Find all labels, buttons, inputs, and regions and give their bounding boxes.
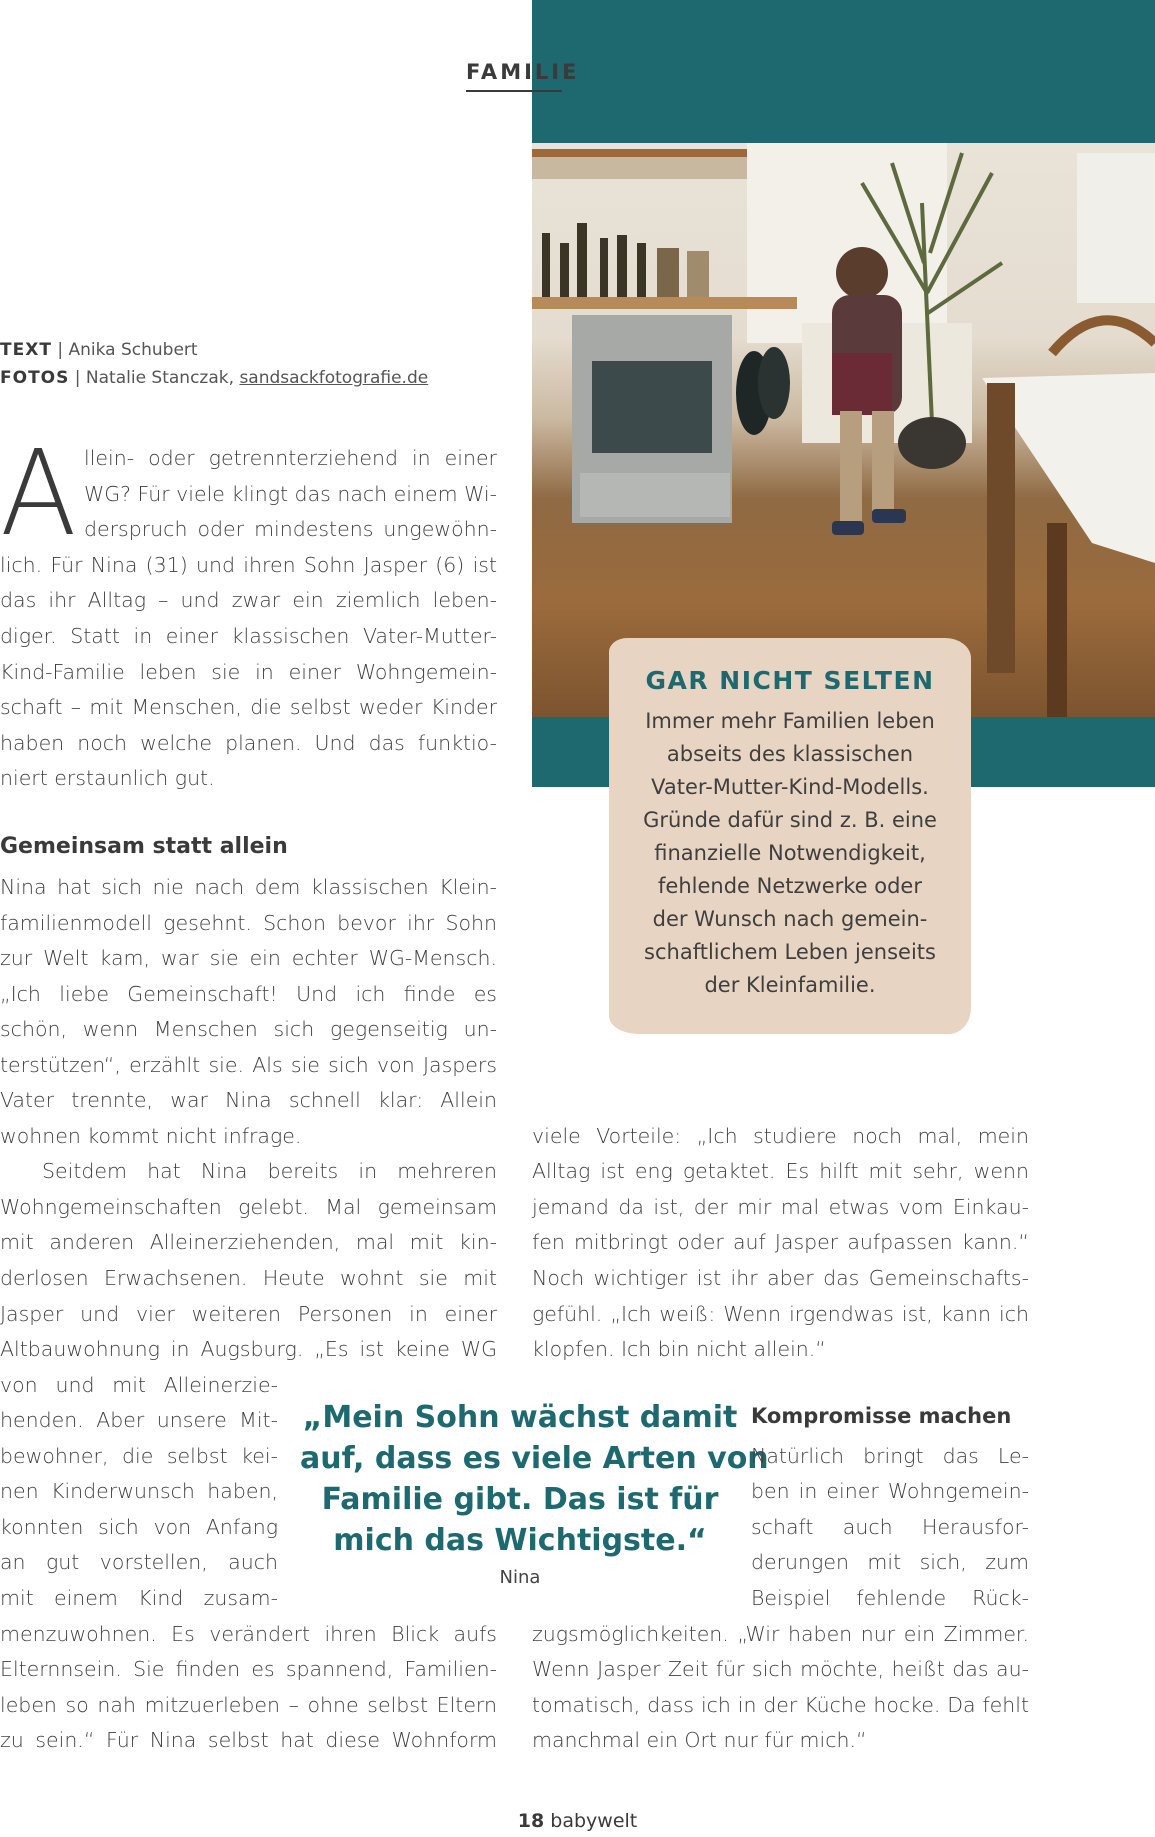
credit-photos-author: Natalie Stanczak,: [85, 368, 235, 388]
body-line: fen mitbringt oder auf Jasper aufpassen kann.“: [532, 1230, 1029, 1254]
body-line-narrow: nen Kinderwunsch haben,: [0, 1479, 278, 1503]
body-line: Vater trennte, war Nina schnell klar: Allein: [0, 1088, 497, 1112]
body-line: leben so nah mitzuerleben – ohne selbst Eltern: [0, 1693, 497, 1717]
section-label: FAMILIE: [466, 60, 580, 84]
body-line: Noch wichtiger ist ihr aber das Gemeinschafts-: [532, 1266, 1029, 1290]
intro-line: lich. Für Nina (31) und ihren Sohn Jasper (6) ist: [0, 553, 497, 577]
info-box-line: fehlende Netzwerke oder: [658, 874, 922, 898]
body-line: zu sein.“ Für Nina selbst hat diese Wohnform: [0, 1728, 497, 1752]
body-line: Altbauwohnung in Augsburg. „Es ist keine WG: [0, 1337, 497, 1361]
credit-photos: [0, 368, 428, 388]
info-box-line: Gründe dafür sind z. B. eine: [643, 808, 937, 832]
kitchen-photo: [532, 143, 1155, 717]
intro-line: schaft – mit Menschen, die selbst weder Kinder: [0, 695, 497, 719]
body-line: Elternnsein. Sie finden es spannend, Familien-: [0, 1657, 497, 1681]
body-line: mit anderen Alleinerziehenden, mal mit kin-: [0, 1230, 497, 1254]
body-line: zur Welt kam, war sie ein echter WG-Mensch.: [0, 946, 497, 970]
teal-band-top: [532, 0, 1155, 143]
kitchen-photo-illustration: [532, 143, 1155, 717]
body-line: klopfen. Ich bin nicht allein.“: [532, 1337, 826, 1361]
body-line-narrow: henden. Aber unsere Mit-: [0, 1408, 278, 1432]
intro-line: diger. Statt in einer klassischen Vater-Mutter-: [0, 624, 497, 648]
page-footer: [0, 1810, 1155, 1832]
info-box-line: abseits des klassischen: [666, 742, 914, 766]
body-line: Wohngemeinschaften gelebt. Mal gemeinsam: [0, 1195, 497, 1219]
section-underline: [466, 90, 562, 92]
body-line-narrow: Beispiel fehlende Rück-: [751, 1586, 1029, 1610]
section-heading-kompromisse: Kompromisse machen: [751, 1404, 1012, 1428]
body-line: wohnen kommt nicht infrage.: [0, 1124, 302, 1148]
body-line: menzuwohnen. Es verändert ihren Blick aufs: [0, 1622, 497, 1646]
info-box-line: der Kleinfamilie.: [704, 973, 876, 997]
credit-photos-link[interactable]: sandsackfotografie.de: [239, 368, 429, 388]
info-box-line: schaftlichem Leben jenseits: [644, 940, 936, 964]
pull-quote-author: Nina: [499, 1567, 541, 1588]
body-line: manchmal ein Ort nur für mich.“: [532, 1728, 867, 1752]
credit-separator: |: [57, 340, 69, 360]
body-line-narrow: Natürlich bringt das Le-: [751, 1444, 1029, 1468]
body-line: zugsmöglichkeiten. „Wir haben nur ein Zimmer.: [532, 1622, 1029, 1646]
info-box-title: GAR NICHT SELTEN: [645, 666, 935, 695]
body-line: derlosen Erwachsenen. Heute wohnt sie mit: [0, 1266, 497, 1290]
magazine-name: babywelt: [550, 1810, 638, 1832]
credit-photos-label: FOTOS: [0, 368, 70, 388]
intro-line: llein- oder getrennterziehend in einer: [84, 446, 497, 470]
credit-separator: |: [74, 368, 86, 388]
body-line-narrow: mit einem Kind zusam-: [0, 1586, 278, 1610]
info-box-line: Vater-Mutter-Kind-Modells.: [651, 775, 929, 799]
body-line: gefühl. „Ich weiß: Wenn irgendwas ist, kann ich: [532, 1302, 1029, 1326]
body-line-narrow: an gut vorstellen, auch: [0, 1550, 278, 1574]
body-line-narrow: konnten sich von Anfang: [0, 1515, 278, 1539]
body-line-narrow: derungen mit sich, zum: [751, 1550, 1029, 1574]
intro-line: Kind-Familie leben sie in einer Wohngemein-: [0, 660, 497, 684]
drop-cap: A: [0, 424, 77, 562]
body-line: schön, wenn Menschen sich gegenseitig un-: [0, 1017, 497, 1041]
intro-line: derspruch oder mindestens ungewöhn-: [84, 517, 497, 541]
pull-quote-line: auf, dass es viele Arten von: [300, 1441, 769, 1476]
pull-quote-line: mich das Wichtigste.“: [333, 1523, 707, 1558]
body-line: tomatisch, dass ich in der Küche hocke. Da fehlt: [532, 1693, 1029, 1717]
intro-line: niert erstaunlich gut.: [0, 766, 215, 790]
body-line: Nina hat sich nie nach dem klassischen Klein-: [0, 875, 497, 899]
body-line: Alltag ist eng getaktet. Es hilft mit sehr, wenn: [532, 1159, 1029, 1183]
body-line-narrow: schaft auch Herausfor-: [751, 1515, 1029, 1539]
pull-quote-line: Familie gibt. Das ist für: [321, 1482, 719, 1517]
body-line: Seitdem hat Nina bereits in mehreren: [42, 1159, 497, 1183]
credit-text: [0, 340, 198, 360]
section-heading-gemeinsam: Gemeinsam statt allein: [0, 834, 288, 859]
body-line: familienmodell gesehnt. Schon bevor ihr Sohn: [0, 911, 497, 935]
body-line: viele Vorteile: „Ich studiere noch mal, mein: [532, 1124, 1029, 1148]
intro-line: haben noch welche planen. Und das funktio-: [0, 731, 497, 755]
body-line: Wenn Jasper Zeit für sich möchte, heißt das au-: [532, 1657, 1029, 1681]
info-box-line: der Wunsch nach gemein-: [652, 907, 928, 931]
body-line: „Ich liebe Gemeinschaft! Und ich finde es: [0, 982, 497, 1006]
page-number: 18: [517, 1810, 545, 1832]
body-line-narrow: bewohner, die selbst kei-: [0, 1444, 278, 1468]
body-line-narrow: ben in einer Wohngemein-: [751, 1479, 1029, 1503]
body-line: jemand da ist, der mir mal etwas vom Einkau-: [532, 1195, 1029, 1219]
info-box-line: Immer mehr Familien leben: [645, 709, 935, 733]
credit-text-author: Anika Schubert: [68, 340, 198, 360]
body-line-narrow: von und mit Alleinerzie-: [0, 1373, 278, 1397]
credit-text-label: TEXT: [0, 340, 52, 360]
pull-quote-line: „Mein Sohn wächst damit: [302, 1400, 738, 1435]
body-line: terstützen“, erzählt sie. Als sie sich von Jaspers: [0, 1053, 497, 1077]
intro-line: WG? Für viele klingt das nach einem Wi-: [84, 482, 497, 506]
info-box-line: finanzielle Notwendigkeit,: [654, 841, 926, 865]
body-line: Jasper und vier weiteren Personen in einer: [0, 1302, 497, 1326]
intro-line: das ihr Alltag – und zwar ein ziemlich leben-: [0, 588, 497, 612]
